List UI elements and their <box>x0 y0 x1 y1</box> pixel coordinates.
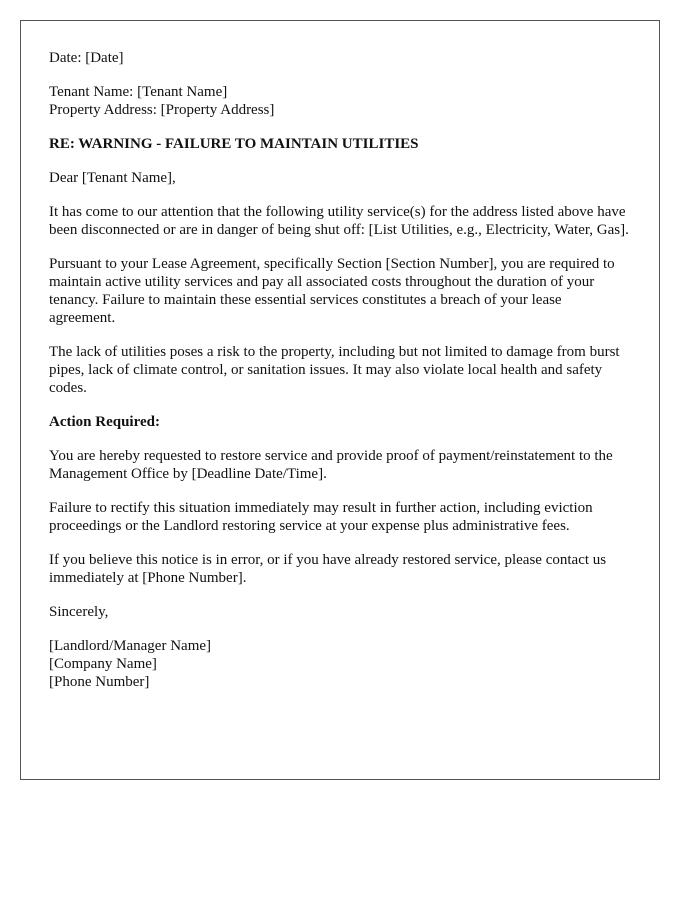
paragraph-lease: Pursuant to your Lease Agreement, specifically Section [Section Number], you are required to maintain active utility services and pay all associated costs throughout the duration of your tenancy. Failure to maintain these essential services constitutes a breach of your lease agreement. <box>49 256 615 326</box>
action-required-heading: Action Required: <box>49 414 160 430</box>
date-line: Date: [Date] <box>49 50 124 66</box>
signature-name: [Landlord/Manager Name] <box>49 638 212 654</box>
recipient-block <box>49 83 631 119</box>
letter-document <box>20 20 660 780</box>
signature-phone: [Phone Number] <box>49 674 150 690</box>
signature-block <box>49 637 631 691</box>
salutation: Dear [Tenant Name], <box>49 170 176 186</box>
property-address-line: Property Address: [Property Address] <box>49 102 275 118</box>
paragraph-attention: It has come to our attention that the following utility service(s) for the address listed above have been disconnected or are in danger of being shut off: [List Utilities, e.g., Electricity, Water, Gas]. <box>49 204 629 238</box>
paragraph-restore: You are hereby requested to restore service and provide proof of payment/reinstatement to the Management Office by [Deadline Date/Time]. <box>49 448 613 482</box>
closing: Sincerely, <box>49 604 109 620</box>
subject-line: RE: WARNING - FAILURE TO MAINTAIN UTILITIES <box>49 136 419 152</box>
paragraph-error: If you believe this notice is in error, or if you have already restored service, please contact us immediately at [Phone Number]. <box>49 552 607 586</box>
tenant-name-line: Tenant Name: [Tenant Name] <box>49 84 228 100</box>
signature-company: [Company Name] <box>49 656 157 672</box>
paragraph-failure: Failure to rectify this situation immediately may result in further action, including eviction proceedings or the Landlord restoring service at your expense plus administrative fees. <box>49 500 593 534</box>
paragraph-risk: The lack of utilities poses a risk to the property, including but not limited to damage from burst pipes, lack of climate control, or sanitation issues. It may also violate local health and safety codes. <box>49 344 620 396</box>
